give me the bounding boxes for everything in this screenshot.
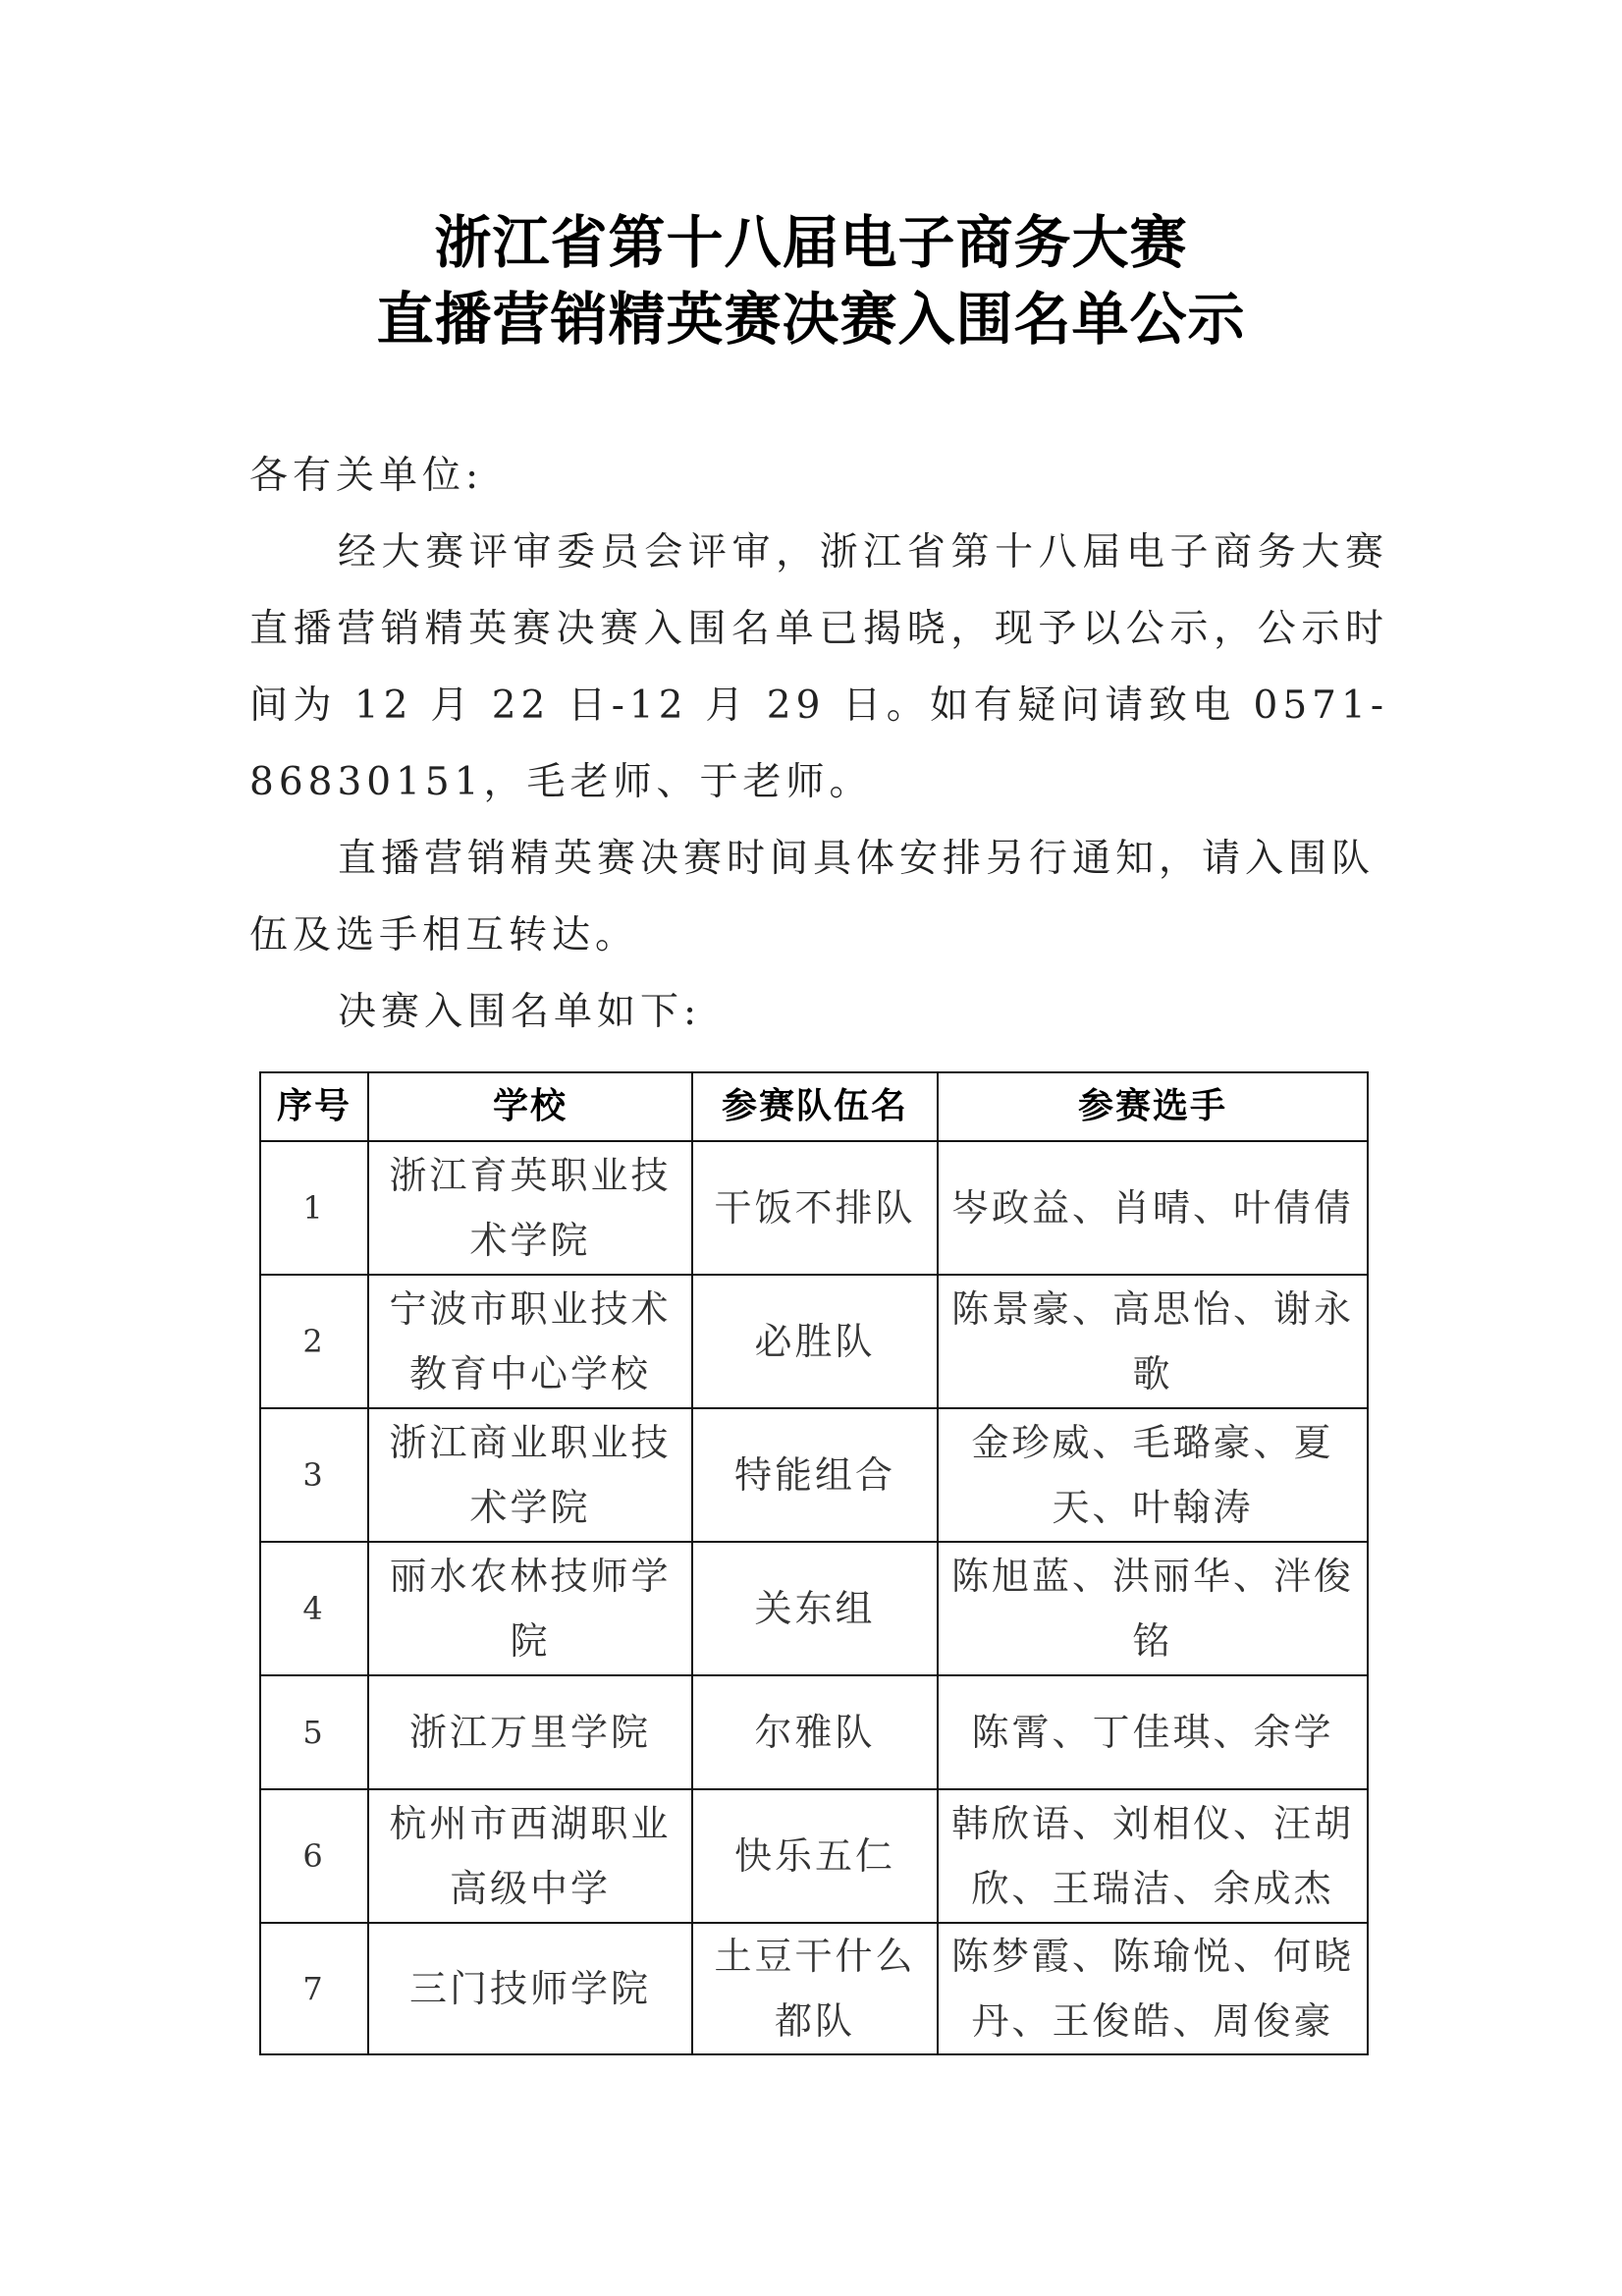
row-members: 岑政益、肖晴、叶倩倩	[938, 1141, 1368, 1275]
table-header-row	[260, 1072, 1368, 1141]
table-row	[260, 1408, 1368, 1542]
row-school: 浙江商业职业技术学院	[368, 1408, 692, 1542]
table-row	[260, 1789, 1368, 1923]
row-school: 三门技师学院	[368, 1923, 692, 2054]
title-line-2: 直播营销精英赛决赛入围名单公示	[376, 286, 1246, 353]
row-school: 丽水农林技师学院	[368, 1542, 692, 1675]
paragraph-announcement: 经大赛评审委员会评审，浙江省第十八届电子商务大赛直播营销精英赛决赛入围名单已揭晓，现予以公示，公示时间为 12 月 22 日-12 月 29 日。如有疑问请致电 0571-86830151，毛老师、于老师。	[249, 530, 1388, 804]
salutation: 各有关单位:	[249, 454, 484, 498]
row-number: 1	[260, 1141, 368, 1275]
table-row	[260, 1675, 1368, 1789]
row-team: 尔雅队	[692, 1675, 938, 1789]
table-row	[260, 1542, 1368, 1675]
table-row	[260, 1141, 1368, 1275]
row-team: 干饭不排队	[692, 1141, 938, 1275]
row-number: 5	[260, 1675, 368, 1789]
row-members: 陈旭蓝、洪丽华、泮俊铭	[938, 1542, 1368, 1675]
row-number: 7	[260, 1923, 368, 2054]
header-members: 参赛选手	[938, 1072, 1368, 1141]
header-number: 序号	[260, 1072, 368, 1141]
row-team: 特能组合	[692, 1408, 938, 1542]
finalists-table	[259, 1071, 1369, 2055]
row-team: 土豆干什么都队	[692, 1923, 938, 2054]
row-members: 陈霄、丁佳琪、余学	[938, 1675, 1368, 1789]
row-members: 金珍威、毛璐豪、夏天、叶翰涛	[938, 1408, 1368, 1542]
row-team: 关东组	[692, 1542, 938, 1675]
row-school: 杭州市西湖职业高级中学	[368, 1789, 692, 1923]
document-title	[0, 204, 1622, 357]
header-school: 学校	[368, 1072, 692, 1141]
table-row	[260, 1923, 1368, 2054]
row-school: 浙江育英职业技术学院	[368, 1141, 692, 1275]
row-members: 陈景豪、高思怡、谢永歌	[938, 1275, 1368, 1408]
row-team: 快乐五仁	[692, 1789, 938, 1923]
row-number: 3	[260, 1408, 368, 1542]
row-team: 必胜队	[692, 1275, 938, 1408]
row-members: 韩欣语、刘相仪、汪胡欣、王瑞洁、余成杰	[938, 1789, 1368, 1923]
row-school: 浙江万里学院	[368, 1675, 692, 1789]
title-line-1: 浙江省第十八届电子商务大赛	[434, 209, 1188, 276]
row-number: 4	[260, 1542, 368, 1675]
row-members: 陈梦霞、陈瑜悦、何晓丹、王俊皓、周俊豪	[938, 1923, 1368, 2054]
row-number: 2	[260, 1275, 368, 1408]
paragraph-list-intro: 决赛入围名单如下:	[338, 990, 702, 1034]
row-school: 宁波市职业技术教育中心学校	[368, 1275, 692, 1408]
paragraph-schedule-notice: 直播营销精英赛决赛时间具体安排另行通知，请入围队伍及选手相互转达。	[249, 837, 1376, 957]
row-number: 6	[260, 1789, 368, 1923]
table-row	[260, 1275, 1368, 1408]
header-team: 参赛队伍名	[692, 1072, 938, 1141]
